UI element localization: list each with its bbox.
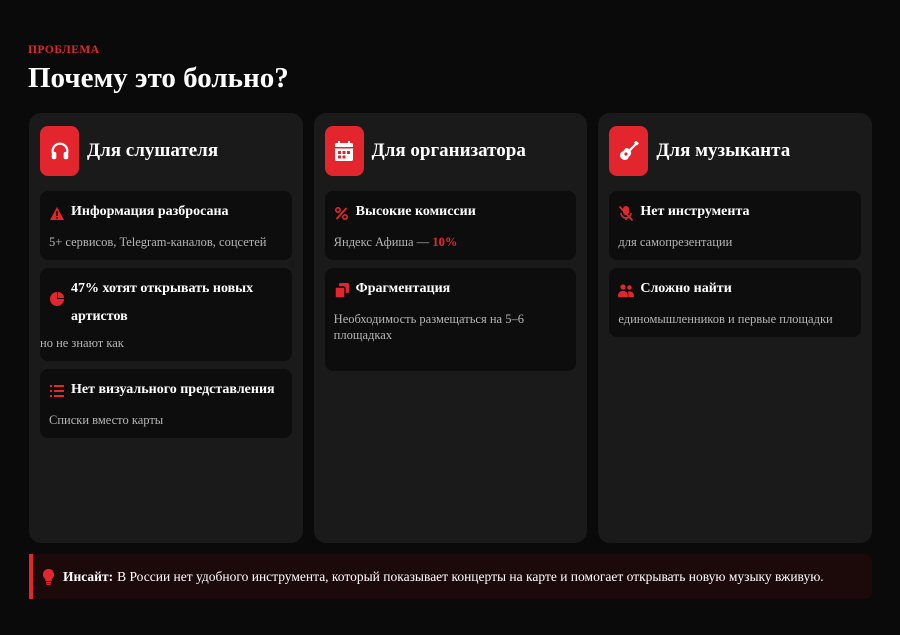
- lightbulb-icon: [43, 568, 57, 586]
- card-title: Сложно найти: [640, 281, 732, 296]
- card-description-text: Яндекс Афиша —: [333, 235, 433, 249]
- column-organizer: [314, 113, 588, 543]
- column-title: Для музыканта: [656, 140, 791, 161]
- card-description: для самопрезентации: [618, 235, 733, 249]
- card-title: Нет визуального представления: [71, 382, 275, 397]
- card-title: 47% хотят открывать новых артистов: [71, 281, 254, 324]
- percent-icon: [334, 205, 350, 221]
- problem-card: [609, 191, 861, 260]
- column-header: [609, 126, 861, 176]
- problem-card: [325, 191, 577, 260]
- copy-icon: [334, 282, 350, 298]
- pie-chart-icon: [49, 291, 65, 307]
- card-title: Нет инструмента: [640, 204, 750, 219]
- headphones-icon: [40, 126, 79, 176]
- problem-card: [40, 369, 292, 438]
- card-title: Информация разбросана: [71, 204, 229, 219]
- insight-banner: [29, 554, 872, 599]
- card-description: [334, 234, 568, 250]
- page-title: Почему это больно?: [28, 62, 289, 94]
- users-icon: [618, 282, 634, 298]
- insight-label: Инсайт:: [63, 568, 114, 584]
- card-title: Фрагментация: [355, 281, 451, 296]
- column-title: Для слушателя: [87, 140, 219, 161]
- list-icon: [49, 383, 65, 399]
- card-title: Высокие комиссии: [355, 204, 476, 219]
- card-description: но не знают как: [40, 336, 124, 350]
- calendar-icon: [325, 126, 364, 176]
- column-musician: [598, 113, 872, 543]
- commission-value: 10%: [432, 235, 458, 249]
- section-eyebrow: ПРОБЛЕМА: [28, 44, 100, 56]
- mic-off-icon: [618, 205, 634, 221]
- column-header: [40, 126, 292, 176]
- guitar-icon: [609, 126, 648, 176]
- column-header: [325, 126, 577, 176]
- card-description: единомышленников и первые площадки: [618, 312, 833, 326]
- problem-card: [609, 268, 861, 337]
- warning-icon: [49, 205, 65, 221]
- card-description: 5+ сервисов, Telegram-каналов, соцсетей: [49, 235, 267, 249]
- column-title: Для организатора: [371, 140, 526, 161]
- insight-text: В России нет удобного инструмента, который показывает концерты на карте и помогает открывать новую музыку вживую.: [117, 568, 824, 584]
- card-description: Списки вместо карты: [49, 413, 164, 427]
- problem-columns: [29, 113, 872, 543]
- column-listener: [29, 113, 303, 543]
- problem-card: [40, 191, 292, 260]
- problem-card: [325, 268, 577, 371]
- card-description: Необходимость размещаться на 5–6 площадках: [333, 312, 524, 342]
- problem-card: [40, 268, 292, 361]
